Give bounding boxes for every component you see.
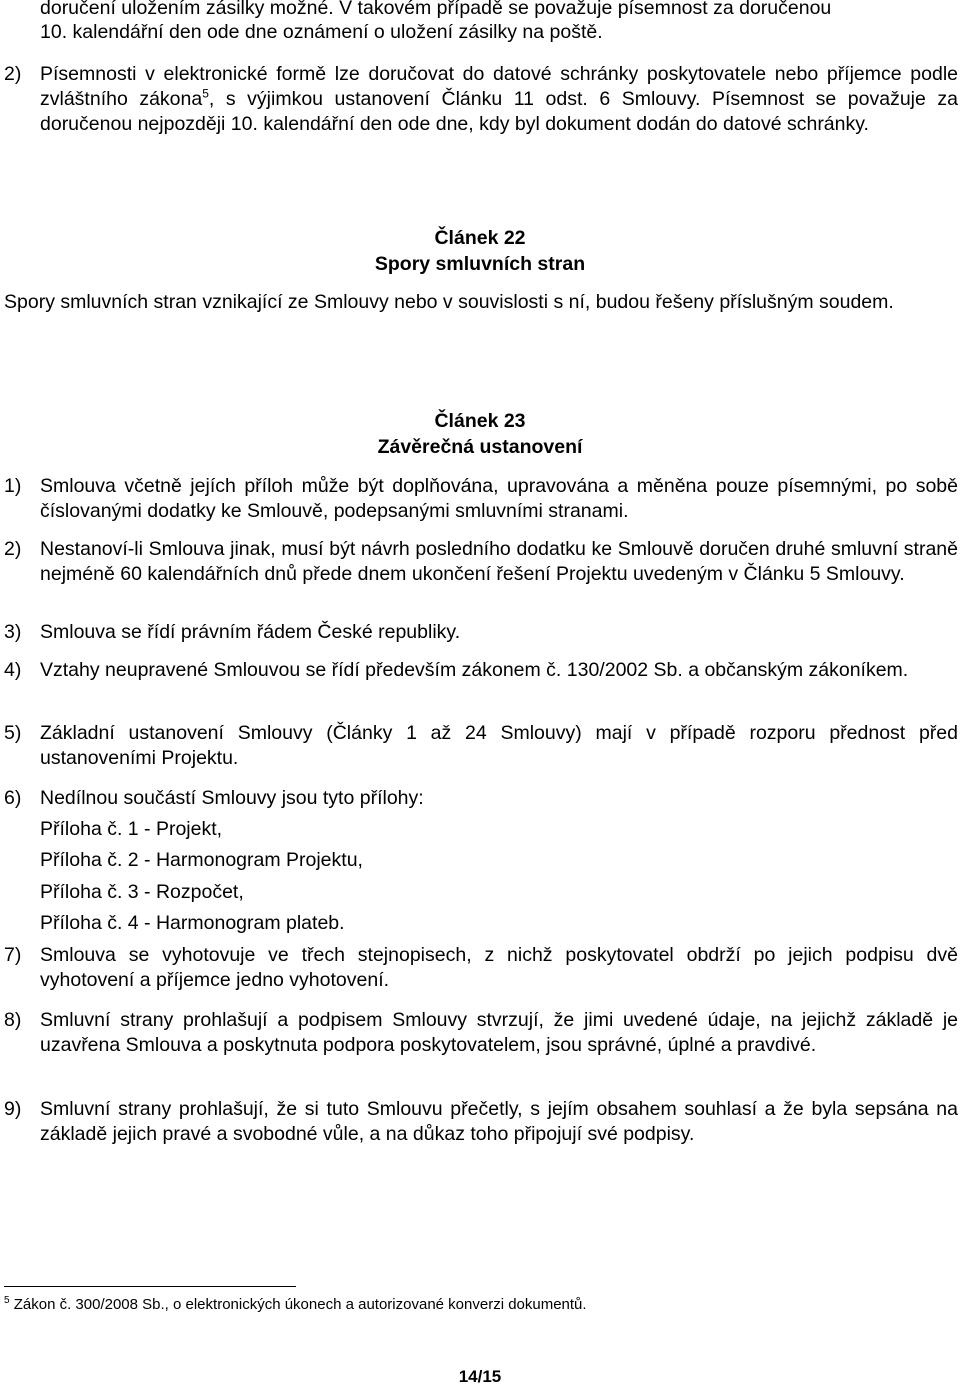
item-number: 7) <box>4 944 22 966</box>
article-22-title: Článek 22 <box>434 227 526 249</box>
item-text: Nestanoví-li Smlouva jinak, musí být návrh posledního dodatku ke Smlouvě doručen druhé smluvní straně nejméně 60 kalendářních dnů přede dnem ukončení řešení Projektu uvedeným v Článku 5 Smlouvy. <box>40 538 958 585</box>
item-text: Smlouva včetně jejích příloh může být doplňována, upravována a měněna pouze písemnými, po sobě číslovanými dodatky ke Smlouvě, podepsanými smluvními stranami. <box>40 475 958 522</box>
final-item-2 <box>4 537 958 587</box>
final-item-9 <box>4 1097 958 1147</box>
final-item-4 <box>4 658 958 683</box>
item-text: Smluvní strany prohlašují, že si tuto Smlouvu přečetly, s jejím obsahem souhlasí a že byla sepsána na základě jejich pravé a svobodné vůle, a na důkaz toho připojují své podpisy. <box>40 1098 958 1145</box>
final-item-3 <box>4 620 958 645</box>
footnote-text: Zákon č. 300/2008 Sb., o elektronických úkonech a autorizované konverzi dokumentů. <box>9 1296 587 1313</box>
item-number: 4) <box>4 659 22 681</box>
attachment-2: Příloha č. 2 - Harmonogram Projektu, <box>40 849 363 871</box>
item-number: 2) <box>4 538 22 560</box>
page-number: 14/15 <box>458 1367 502 1386</box>
item-text <box>40 62 958 137</box>
final-item-1 <box>4 474 958 524</box>
item-text: Nedílnou součástí Smlouvy jsou tyto přílohy: <box>40 787 424 809</box>
item-number: 2) <box>4 63 22 85</box>
item-number: 1) <box>4 475 22 497</box>
article-22-body: Spory smluvních stran vznikající ze Smlouvy nebo v souvislosti s ní, budou řešeny příslušným soudem. <box>4 291 894 313</box>
item-number: 9) <box>4 1098 22 1120</box>
article-23-title: Článek 23 <box>434 410 526 432</box>
item-number: 3) <box>4 621 22 643</box>
continuation-text-line2: 10. kalendářní den ode dne oznámení o uložení zásilky na poště. <box>40 21 603 43</box>
continuation-text-line1: doručení uložením zásilky možné. V takovém případě se považuje písemnost za doručenou <box>40 0 832 19</box>
article-22-subtitle: Spory smluvních stran <box>374 253 586 275</box>
item-text: Smlouva se vyhotovuje ve třech stejnopisech, z nichž poskytovatel obdrží po jejich podpisu dvě vyhotovení a příjemce jedno vyhotovení. <box>40 944 958 991</box>
footnote <box>4 1295 587 1315</box>
final-item-5 <box>4 721 958 771</box>
item-number: 8) <box>4 1009 22 1031</box>
item-number: 6) <box>4 787 22 809</box>
item-number: 5) <box>4 722 22 744</box>
delivery-item-2 <box>4 62 958 137</box>
item-text: Smluvní strany prohlašují a podpisem Smlouvy stvrzují, že jimi uvedené údaje, na jejichž základě je uzavřena Smlouva a poskytnuta podpora poskytovatelem, jsou správné, úplné a pravdivé. <box>40 1009 958 1056</box>
item-text-part2: , s výjimkou ustanovení Článku 11 odst. 6 Smlouvy. Písemnost se považuje za doručenou nejpozději 10. kalendářní den ode dne, kdy byl dokument dodán do datové schránky. <box>40 88 958 135</box>
item-text: Vztahy neupravené Smlouvou se řídí především zákonem č. 130/2002 Sb. a občanským zákoníkem. <box>40 659 909 681</box>
final-item-6 <box>4 786 958 811</box>
article-23-subtitle: Závěrečná ustanovení <box>377 436 583 458</box>
attachment-4: Příloha č. 4 - Harmonogram plateb. <box>40 912 345 934</box>
footnote-mark: 5 <box>4 1295 10 1306</box>
footnote-reference: 5 <box>202 86 209 101</box>
attachment-1: Příloha č. 1 - Projekt, <box>40 818 223 840</box>
final-item-8 <box>4 1008 958 1058</box>
attachment-3: Příloha č. 3 - Rozpočet, <box>40 881 244 903</box>
item-text: Základní ustanovení Smlouvy (Články 1 až 24 Smlouvy) mají v případě rozporu přednost před ustanoveními Projektu. <box>40 722 958 769</box>
final-item-7 <box>4 943 958 993</box>
item-text: Smlouva se řídí právním řádem České republiky. <box>40 621 461 643</box>
footnote-separator <box>4 1286 296 1287</box>
item-text-part1: Písemnosti v elektronické formě lze doručovat do datové schránky poskytovatele nebo příjemce podle zvláštního zákona <box>40 63 958 110</box>
